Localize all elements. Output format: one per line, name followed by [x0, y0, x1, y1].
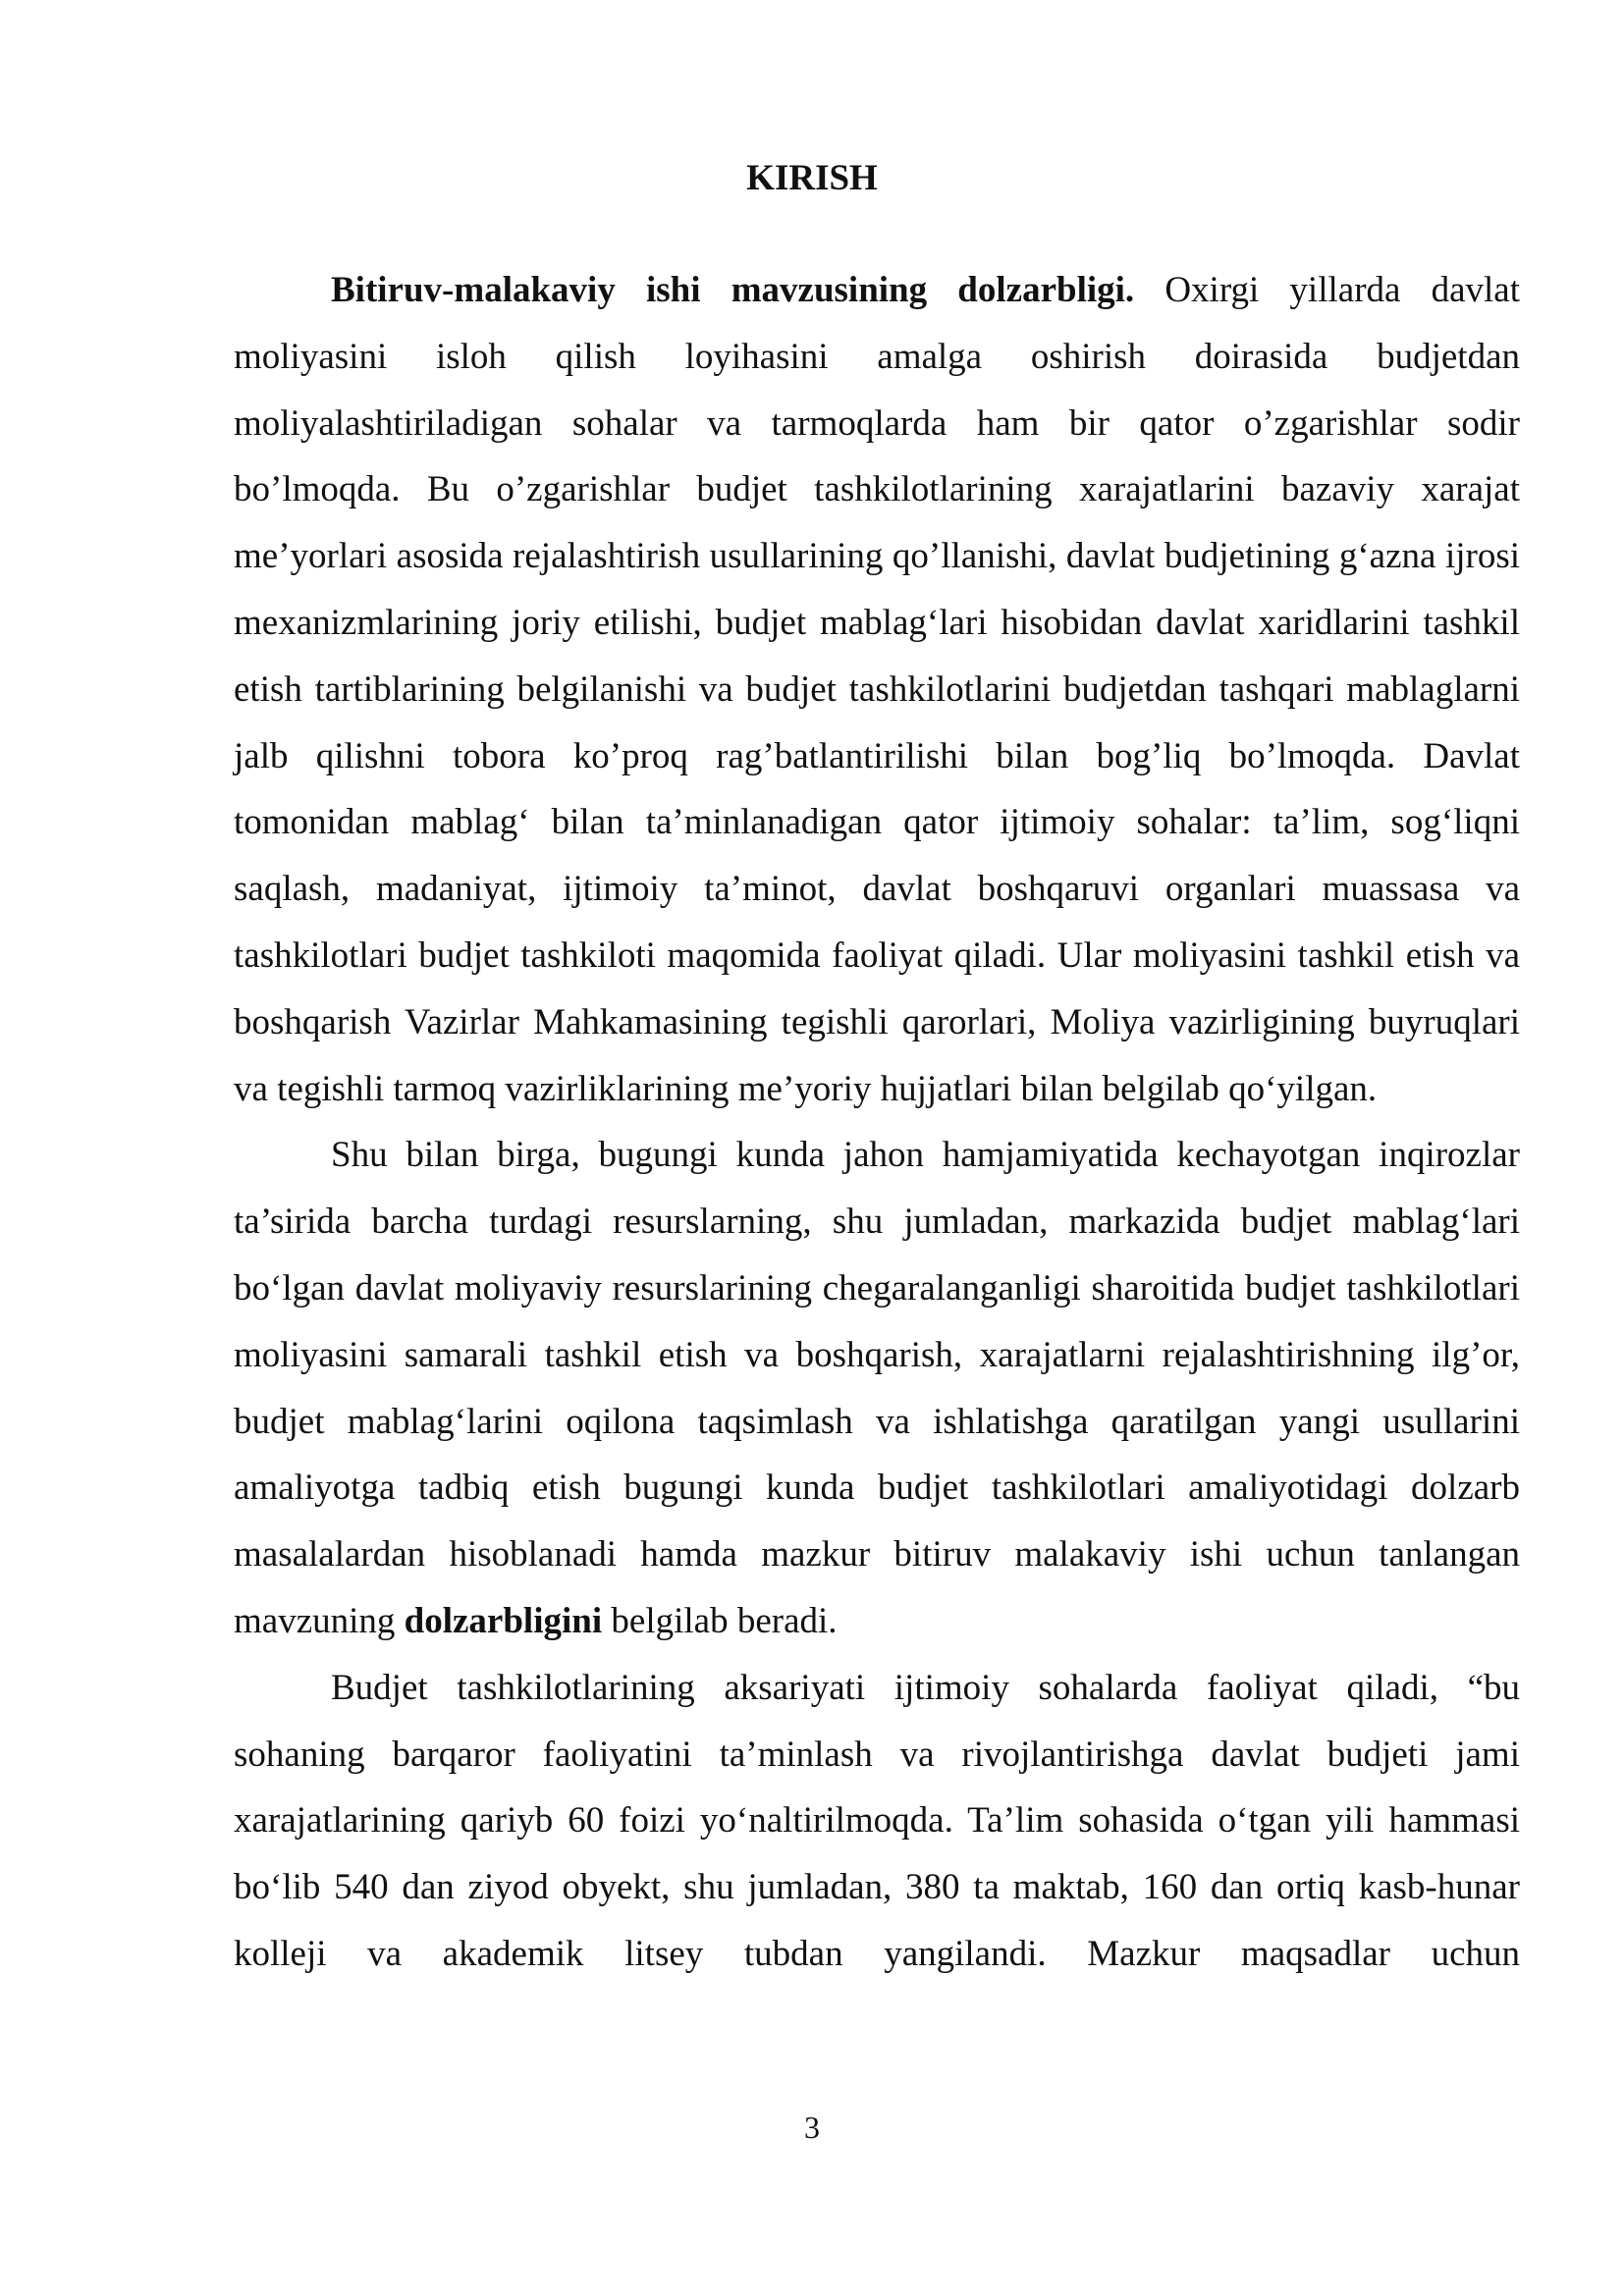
relevance-keyword: dolzarbligini — [404, 1600, 603, 1641]
paragraph-text: Oxirgi yillarda davlat moliyasini isloh qilish loyihasini amalga oshirish doirasida budjetdan moliyalashtiriladigan sohalar va tarmoqlarda ham bir qator o’zgarishlar sodir bo’lmoqda. Bu o’zgarishlar budjet tashkilotlarining xarajatlarini bazaviy xarajat me’yorlari asosida rejalashtirish usullarining qo’llanishi, davlat budjetining g‘azna ijrosi mexanizmlarining joriy etilishi, budjet mablag‘lari hisobidan davlat xaridlarini tashkil etish tartiblarining belgilanishi va budjet tashkilotlarini budjetdan tashqari mablaglarni jalb qilishni tobora ko’proq rag’batlantirilishi bilan bog’liq bo’lmoqda. Davlat tomonidan mablag‘ bilan ta’minlanadigan qator ijtimoiy sohalar: ta’lim, sog‘liqni saqlash, madaniyat, ijtimoiy ta’minot, davlat boshqaruvi organlari muassasa va tashkilotlari budjet tashkiloti maqomida faoliyat qiladi. Ular moliyasini tashkil etish va boshqarish Vazirlar Mahkamasining tegishli qarorlari, Moliya vazirligining buyruqlari va tegishli tarmoq vazirliklarining me’yoriy hujjatlari bilan belgilab qo‘yilgan. — [234, 270, 1520, 1109]
body-text — [234, 257, 1520, 1988]
paragraph-crisis — [234, 1122, 1520, 1654]
paragraph-relevance — [234, 257, 1520, 1122]
paragraph-text: Shu bilan birga, bugungi kunda jahon hamjamiyatida kechayotgan inqirozlar ta’sirida barcha turdagi resurslarning, shu jumladan, markazida budjet mablag‘lari bo‘lgan davlat moliyaviy resurslarining chegaralanganligi sharoitida budjet tashkilotlari moliyasini samarali tashkil etish va boshqarish, xarajatlarni rejalashtirishning ilg’or, budjet mablag‘larini oqilona taqsimlash va ishlatishga qaratilgan yangi usullarini amaliyotga tadbiq etish bugungi kunda budjet tashkilotlari amaliyotidagi dolzarb masalalardan hisoblanadi hamda mazkur bitiruv malakaviy ishi uchun tanlangan mavzuning — [234, 1135, 1520, 1641]
paragraph-text: Budjet tashkilotlarining aksariyati ijtimoiy sohalarda faoliyat qiladi, “bu sohaning barqaror faoliyatini ta’minlash va rivojlantirishga davlat budjeti jami xarajatlarining qariyb 60 foizi yo‘naltirilmoqda. Ta’lim sohasida o‘tgan yili hammasi bo‘lib 540 dan ziyod obyekt, shu jumladan, 380 ta maktab, 160 dan ortiq kasb-hunar kolleji va akademik litsey tubdan yangilandi. Mazkur maqsadlar uchun — [234, 1667, 1520, 1974]
relevance-heading: Bitiruv-malakaviy ishi mavzusining dolzarbligi. — [331, 270, 1135, 310]
page-number: 3 — [804, 2109, 820, 2145]
paragraph-text: belgilab beradi. — [602, 1600, 838, 1641]
page-title: KIRISH — [746, 158, 878, 198]
paragraph-budget-organizations — [234, 1655, 1520, 1988]
